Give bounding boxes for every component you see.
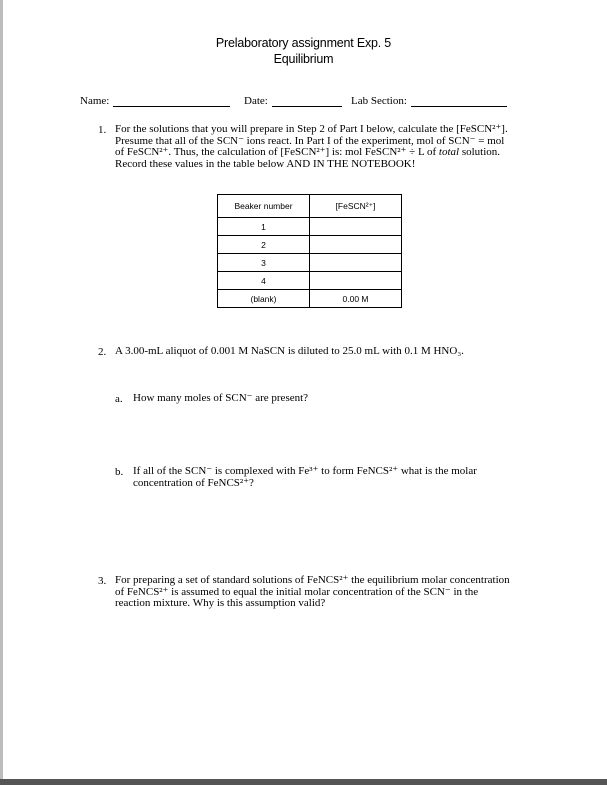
lab-section-field-line[interactable] [411, 106, 507, 107]
date-label: Date: [244, 95, 268, 107]
table-header-row [218, 195, 402, 218]
table-cell: 4 [218, 272, 310, 290]
question-2b-line: If all of the SCN⁻ is complexed with Fe³⁺ to form FeNCS²⁺ what is the molar [133, 465, 477, 477]
table-cell: 1 [218, 218, 310, 236]
name-field-line[interactable] [113, 106, 230, 107]
table-cell-input[interactable] [310, 218, 402, 236]
table-cell-input[interactable] [310, 272, 402, 290]
question-1-text [115, 124, 555, 170]
question-1-line: Record these values in the table below AND IN THE NOTEBOOK! [115, 157, 416, 170]
question-2-number: 2. [98, 346, 107, 358]
lab-section-label: Lab Section: [351, 95, 407, 107]
table-row [218, 218, 402, 236]
question-2-text: A 3.00-mL aliquot of 0.001 M NaSCN is diluted to 25.0 mL with 0.1 M HNO₃. [115, 345, 464, 357]
page-border-bottom [0, 779, 607, 785]
question-2b-label: b. [115, 466, 124, 478]
table-row [218, 236, 402, 254]
question-3-text [115, 575, 555, 610]
question-1-line: of FeSCN²⁺. Thus, the calculation of [FeSCN²⁺] is: mol FeSCN²⁺ ÷ L of total solution. [115, 146, 501, 158]
question-2a-label: a. [115, 393, 123, 405]
name-label: Name: [80, 95, 110, 107]
table-cell-input[interactable] [310, 254, 402, 272]
question-2b-line: concentration of FeNCS²⁺? [133, 476, 254, 489]
beaker-table [217, 194, 402, 308]
table-cell-input[interactable] [310, 236, 402, 254]
table-cell: 2 [218, 236, 310, 254]
table-header-cell: Beaker number [218, 195, 310, 218]
table-cell: (blank) [218, 290, 310, 308]
question-3-line: reaction mixture. Why is this assumption valid? [115, 597, 326, 609]
table-row [218, 254, 402, 272]
question-1-line: For the solutions that you will prepare in Step 2 of Part I below, calculate the [FeSCN²⁺]. [115, 123, 508, 135]
question-3-line: of FeNCS²⁺ is assumed to equal the initial molar concentration of the SCN⁻ in the [115, 585, 479, 598]
page-subtitle: Equilibrium [273, 52, 334, 66]
question-2a-text: How many moles of SCN⁻ are present? [133, 392, 309, 404]
page-border-left [0, 0, 3, 785]
page-title: Prelaboratory assignment Exp. 5 [215, 36, 392, 50]
table-cell: 0.00 M [310, 290, 402, 308]
table-row [218, 290, 402, 308]
question-1-number: 1. [98, 124, 107, 136]
table-row [218, 272, 402, 290]
table-header-cell: [FeSCN²⁺] [310, 195, 402, 218]
date-field-line[interactable] [272, 106, 342, 107]
question-2b-text [133, 466, 553, 489]
question-1-line: Presume that all of the SCN⁻ ions react. In Part I of the experiment, mol of SCN⁻ = mol [115, 134, 505, 147]
question-3-number: 3. [98, 575, 107, 587]
question-3-line: For preparing a set of standard solutions of FeNCS²⁺ the equilibrium molar concentration [115, 574, 510, 586]
table-cell: 3 [218, 254, 310, 272]
